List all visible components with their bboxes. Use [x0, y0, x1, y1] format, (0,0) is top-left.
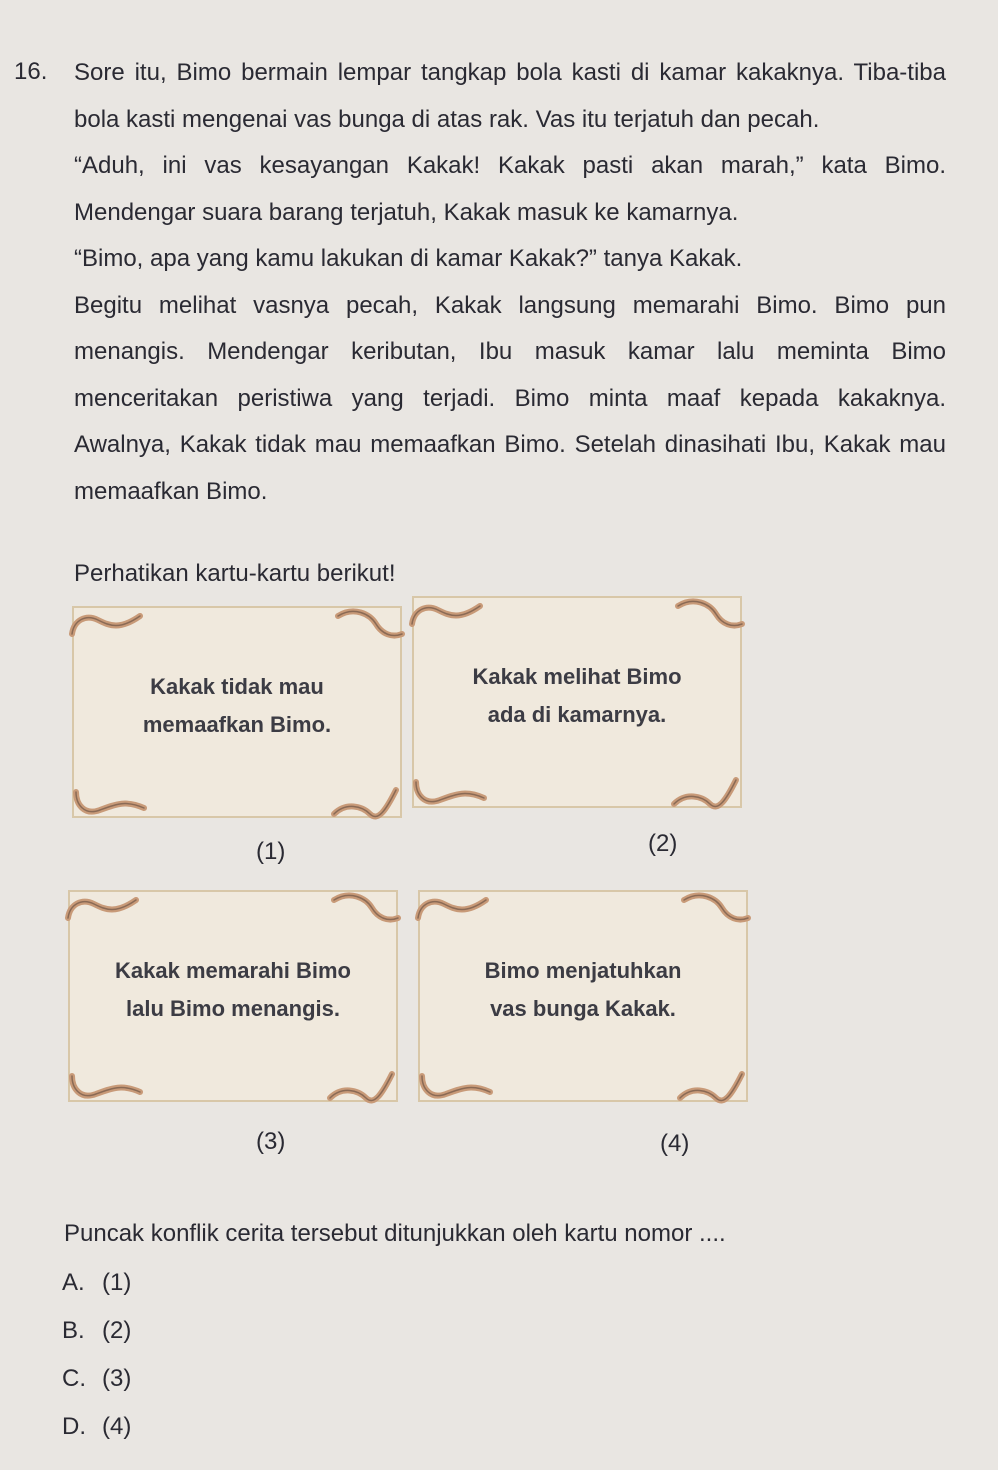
option-d[interactable] — [62, 1409, 131, 1457]
option-value: (2) — [102, 1317, 132, 1344]
card-text: Kakak memarahi Bimo lalu Bimo menangis. — [115, 958, 351, 1021]
story-line: bola kasti mengenai vas bunga di atas rak. Vas itu terjatuh dan pecah. — [74, 105, 820, 133]
story-card-4 — [418, 890, 748, 1102]
card-number-4: (4) — [660, 1130, 690, 1157]
option-value: (1) — [102, 1269, 132, 1296]
story-card-3 — [68, 890, 398, 1102]
option-a[interactable] — [62, 1265, 131, 1313]
story-paragraph — [74, 58, 946, 523]
answer-options — [62, 1265, 131, 1457]
option-c[interactable] — [62, 1361, 131, 1409]
story-line: Mendengar suara barang terjatuh, Kakak masuk ke kamarnya. — [74, 198, 739, 226]
story-line: menangis. Mendengar keributan, Ibu masuk kamar lalu meminta Bimo — [74, 338, 946, 365]
instruction-text: Perhatikan kartu-kartu berikut! — [74, 560, 396, 587]
question-number: 16. — [14, 58, 48, 85]
card-text: Kakak melihat Bimo ada di kamarnya. — [472, 664, 682, 727]
story-line: memaafkan Bimo. — [74, 477, 268, 505]
option-value: (4) — [102, 1413, 132, 1440]
option-value: (3) — [102, 1365, 132, 1392]
story-line: Awalnya, Kakak tidak mau memaafkan Bimo. Setelah dinasihati Ibu, Kakak mau — [74, 431, 946, 458]
card-text: Bimo menjatuhkan vas bunga Kakak. — [484, 958, 682, 1021]
option-letter: B. — [62, 1317, 85, 1344]
story-card-2 — [412, 596, 742, 808]
card-text: Kakak tidak mau memaafkan Bimo. — [142, 674, 332, 737]
option-letter: D. — [62, 1413, 86, 1440]
story-line: menceritakan peristiwa yang terjadi. Bimo minta maaf kepada kakaknya. — [74, 384, 946, 412]
question-text: Puncak konflik cerita tersebut ditunjukkan oleh kartu nomor .... — [64, 1220, 726, 1247]
story-line: “Bimo, apa yang kamu lakukan di kamar Kakak?” tanya Kakak. — [74, 245, 743, 272]
story-line: Begitu melihat vasnya pecah, Kakak langsung memarahi Bimo. Bimo pun — [74, 291, 946, 319]
option-b[interactable] — [62, 1313, 131, 1361]
story-card-1 — [72, 606, 402, 818]
story-line: “Aduh, ini vas kesayangan Kakak! Kakak pasti akan marah,” kata Bimo. — [74, 152, 946, 179]
option-letter: C. — [62, 1365, 86, 1392]
card-number-1: (1) — [256, 838, 286, 865]
option-letter: A. — [62, 1269, 85, 1296]
story-line: Sore itu, Bimo bermain lempar tangkap bola kasti di kamar kakaknya. Tiba-tiba — [74, 59, 946, 86]
card-number-2: (2) — [648, 830, 678, 857]
card-number-3: (3) — [256, 1128, 286, 1155]
